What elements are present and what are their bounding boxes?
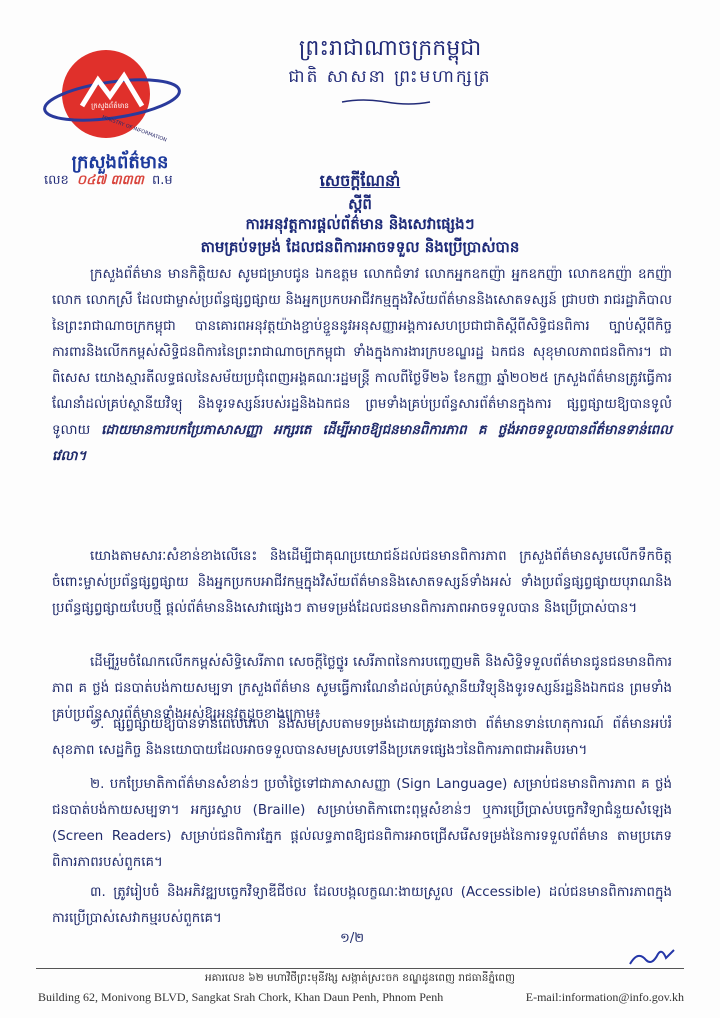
national-motto: ជាតិ សាសនា ព្រះមហាក្សត្រ xyxy=(288,67,492,87)
title-subject-line2: តាមគ្រប់ទម្រង់ ដែលជនពិការអាចទទួល និងប្រើប្រាស់បាន xyxy=(200,238,520,256)
paragraph-2-text: យោងតាមសារៈសំខាន់ខាងលើនេះ និងដើម្បីជាគុណប្រយោជន៍ដល់ជនមានពិការភាព ក្រសួងព័ត៌មានសូមលើកទឹកចិត្តចំពោះម្ចាស់ប្រព័ន្ធផ្សព្វផ្សាយ និងអ្នកប្រកបអាជីវកម្មក្នុងវិស័យព័ត៌មាននិងសោតទស្សន៍ទាំងអស់ ទាំងប្រព័ន្ធផ្សព្វផ្សាយបុរាណនិងប្រព័ន្ធផ្សព្វផ្សាយបែបថ្មី ផ្តល់ព័ត៌មាននិងសេវាផ្សេងៗ តាមទម្រង់ដែលជនមានពិការភាពអាចទទួលបាន និងប្រើប្រាស់បាន។ xyxy=(52,549,672,616)
logo-small-text: ក្រសួងព័ត៌មាន xyxy=(91,102,129,110)
footer-address-khmer: អគារលេខ ៦២ មហាវិថីព្រះមុនីវង្ស សង្កាត់ស្រះចក ខណ្ឌដូនពេញ រាជធានីភ្នំពេញ xyxy=(204,972,516,984)
paragraph-2 xyxy=(52,544,672,622)
initial-signature-icon xyxy=(628,946,678,968)
ministry-logo xyxy=(40,32,190,173)
list-item-2-text: ២. បកប្រែមាតិកាព័ត៌មានសំខាន់ៗ ប្រចាំថ្ងៃទៅជាភាសាសញ្ញា (Sign Language) សម្រាប់ជនមានពិការភាព គ ថ្លង់ ជនបាត់បង់កាយសម្បទា។ អក្សរស្ទាប (Braille) សម្រាប់មាតិកាពោះពុម្ពសំខាន់ៗ ឬការប្រើប្រាស់បច្ចេកវិទ្យាជំនួយសំឡេង (Screen Readers) សម្រាប់ជនពិការភ្នែក ផ្តល់លទ្ធភាពឱ្យជនពិការអាចជ្រើសរើសទម្រង់នៃការទទួលព័ត៌មាន តាមប្រភេទពិការភាពរបស់ពួកគេ។ xyxy=(52,777,672,870)
title-subject-line1: ការអនុវត្តការផ្តល់ព័ត៌មាន និងសេវាផ្សេងៗ xyxy=(245,215,475,233)
paragraph-1 xyxy=(52,262,672,470)
ministry-name: ក្រសួងព័ត៌មាន xyxy=(71,152,169,173)
document-title: សេចក្តីណែនាំ xyxy=(319,171,401,190)
logo-orbit-icon xyxy=(40,66,190,126)
paragraph-3-text: ដើម្បីរួមចំណែកលើកកម្ពស់សិទ្ធិសេរីភាព សេចក្តីថ្លៃថ្នូរ សេរីភាពនៃការបញ្ចេញមតិ និងសិទ្ធិទទួលព័ត៌មានជូនជនមានពិការភាព គ ថ្លង់ ជនបាត់បង់កាយសម្បទា ក្រសួងព័ត៌មាន សូមធ្វើការណែនាំដល់គ្រប់ស្ថានីយវិទ្យុនិងទូរទស្សន៍រដ្ឋនិងឯកជន ព្រមទាំងគ្រប់ប្រព័ន្ធសារព័ត៌មានទាំងអស់ឱ្យអនុវត្តដូចខាងក្រោម៖ xyxy=(52,655,672,722)
paragraph-1-text: ក្រសួងព័ត៌មាន មានកិត្តិយស សូមជម្រាបជូន ឯកឧត្តម លោកជំទាវ លោកអ្នកឧកញ៉ា អ្នកឧកញ៉ា លោកឧកញ៉ា ឧកញ៉ា លោក លោកស្រី ដែលជាម្ចាស់ប្រព័ន្ធផ្សព្វផ្សាយ និងអ្នកប្រកបអាជីវកម្មក្នុងវិស័យព័ត៌មាននិងសោតទស្សន៍ ជ្រាបថា រាជរដ្ឋាភិបាល នៃព្រះរាជាណាចក្រកម្ពុជា បានគោរពអនុវត្តយ៉ាងខ្ជាប់ខ្ជួននូវអនុសញ្ញាអង្គការសហប្រជាជាតិស្តីពីសិទ្ធិជនពិការ ច្បាប់ស្តីពីកិច្ចការពារនិងលើកកម្ពស់សិទ្ធិជនពិការនៃព្រះរាជាណាចក្រកម្ពុជា ទាំងក្នុងការងារក្របខណ្ឌរដ្ឋ ឯកជន សុខុមាលភាពជនពិការ។ ជាពិសេស យោងស្មារតីលទ្ធផលនៃសម័យប្រជុំពេញអង្គគណៈរដ្ឋមន្ត្រី កាលពីថ្ងៃទី២៦ ខែកញ្ញា ឆ្នាំ២០២៥ ក្រសួងព័ត៌មានត្រូវធ្វើការណែនាំដល់គ្រប់ស្ថានីយវិទ្យុ និងទូរទស្សន៍របស់រដ្ឋនិងឯកជន ព្រមទាំងគ្រប់ប្រព័ន្ធសារព័ត៌មានក្នុងការ ផ្សព្វផ្សាយឱ្យបានទូលំទូលាយ xyxy=(52,267,672,438)
list-item-1-text: ១. ផ្សព្វផ្សាយឱ្យបានទាន់ពេលវេលា និងសមស្របតាមទម្រង់ដោយត្រូវធានាថា ព័ត៌មានទាន់ហេតុការណ៍ ព័ត៌មានអប់រំ សុខភាព សេដ្ឋកិច្ច និងនយោបាយដែលអាចទទួលបានសមស្របទៅនឹងប្រភេទផ្សេងៗនៃពិការភាពជាអតិបរមា។ xyxy=(52,717,672,758)
ref-prefix: លេខ xyxy=(44,173,69,188)
page-number: ១/២ xyxy=(340,931,365,946)
list-item-1 xyxy=(52,712,672,764)
paragraph-1-emphasis: ដោយមានការបកប្រែភាសាសញ្ញា អក្សរតេ ដើម្បីអាចឱ្យជនមានពិការភាព គ ថ្លង់អាចទទួលបានព័ត៌មានទាន់ពេលវេលា។ xyxy=(52,423,672,464)
title-subject-label: ស្តីពី xyxy=(348,195,372,213)
ref-number: ០៤៧ ៣៣៣ xyxy=(76,173,144,188)
logo-english-text: MINISTRY OF INFORMATION xyxy=(101,114,168,144)
list-item-3 xyxy=(52,880,672,932)
list-item-3-text: ៣. ត្រូវរៀបចំ និងអភិវឌ្ឍបច្ចេកវិទ្យាឌីជីថល ដែលបង្កលក្ខណៈងាយស្រួល (Accessible) ដល់ជនមានពិការភាពក្នុងការប្រើប្រាស់សេវាកម្មរបស់ពួកគេ។ xyxy=(52,885,672,926)
kingdom-title: ព្រះរាជាណាចក្រកម្ពុជា xyxy=(298,36,482,61)
list-item-2 xyxy=(52,772,672,876)
motto-ornament-icon xyxy=(340,98,432,106)
footer-contact xyxy=(38,990,684,1005)
ref-suffix: ព.ម xyxy=(151,173,173,188)
footer-divider xyxy=(36,968,684,969)
footer-email: E-mail:information@info.gov.kh xyxy=(525,990,684,1004)
footer-address-english: Building 62, Monivong BLVD, Sangkat Srah Chork, Khan Daun Penh, Phnom Penh xyxy=(38,990,444,1004)
